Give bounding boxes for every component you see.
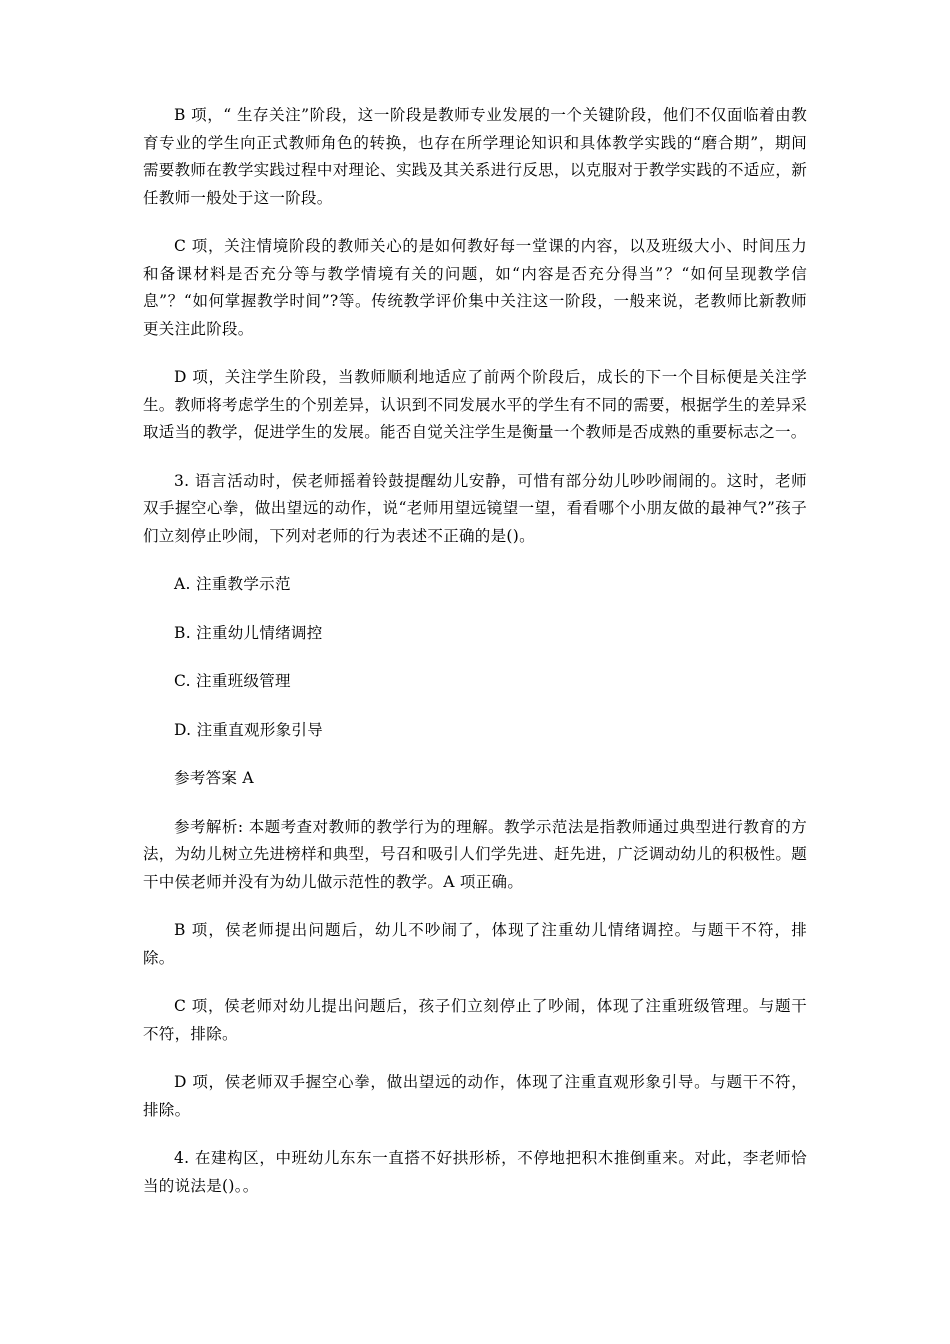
question-3-answer: 参考答案 A [174, 769, 254, 787]
question-3-stem: 3. 语言活动时，侯老师摇着铃鼓提醒幼儿安静，可惜有部分幼儿吵吵闹闹的。这时，老师双手握空心拳，做出望远的动作，说“老师用望远镜望一望，看看哪个小朋友做的最神气?”孩子们立刻停止吵闹，下列对老师的行为表述不正确的是()。 [143, 471, 807, 545]
question-4-stem: 4. 在建构区，中班幼儿东东一直搭不好拱形桥，不停地把积木推倒重来。对此，李老师恰当的说法是()。。 [143, 1149, 807, 1195]
question-3-analysis: 参考解析: 本题考查对教师的教学行为的理解。教学示范法是指教师通过典型进行教育的方法，为幼儿树立先进榜样和典型，号召和吸引人们学先进、赶先进，广泛调动幼儿的积极性。题干中侯老师并没有为幼儿做示范性的教学。A 项正确。 [143, 817, 807, 891]
paragraph-option-b-explanation: B 项，“ 生存关注”阶段，这一阶段是教师专业发展的一个关键阶段，他们不仅面临着由教育专业的学生向正式教师角色的转换，也存在所学理论知识和具体教学实践的“磨合期”，期间需要教师在教学实践过程中对理论、实践及其关系进行反思，以克服对于教学实践的不适应，新任教师一般处于这一阶段。 [143, 106, 807, 207]
document-page [143, 102, 807, 1221]
question-3-option-d-analysis: D 项，侯老师双手握空心拳，做出望远的动作，体现了注重直观形象引导。与题干不符，排除。 [143, 1073, 807, 1119]
question-3-option-a: A. 注重教学示范 [174, 575, 291, 593]
question-3-option-c-analysis: C 项，侯老师对幼儿提出问题后，孩子们立刻停止了吵闹，体现了注重班级管理。与题干不符，排除。 [143, 997, 807, 1043]
question-3-option-d: D. 注重直观形象引导 [174, 720, 324, 739]
question-3-option-c: C. 注重班级管理 [174, 672, 291, 690]
question-3-option-b-analysis: B 项，侯老师提出问题后，幼儿不吵闹了，体现了注重幼儿情绪调控。与题干不符，排除。 [143, 921, 807, 967]
paragraph-option-c-explanation: C 项，关注情境阶段的教师关心的是如何教好每一堂课的内容，以及班级大小、时间压力和备课材料是否充分等与教学情境有关的问题，如“内容是否充分得当”？“如何呈现教学信息”？“如何掌握教学时间”?等。传统教学评价集中关注这一阶段，一般来说，老教师比新教师更关注此阶段。 [143, 237, 807, 338]
question-3-option-b: B. 注重幼儿情绪调控 [174, 623, 323, 642]
paragraph-option-d-explanation: D 项，关注学生阶段，当教师顺利地适应了前两个阶段后，成长的下一个目标便是关注学生。教师将考虑学生的个别差异，认识到不同发展水平的学生有不同的需要，根据学生的差异采取适当的教学，促进学生的发展。能否自觉关注学生是衡量一个教师是否成熟的重要标志之一。 [143, 368, 807, 441]
